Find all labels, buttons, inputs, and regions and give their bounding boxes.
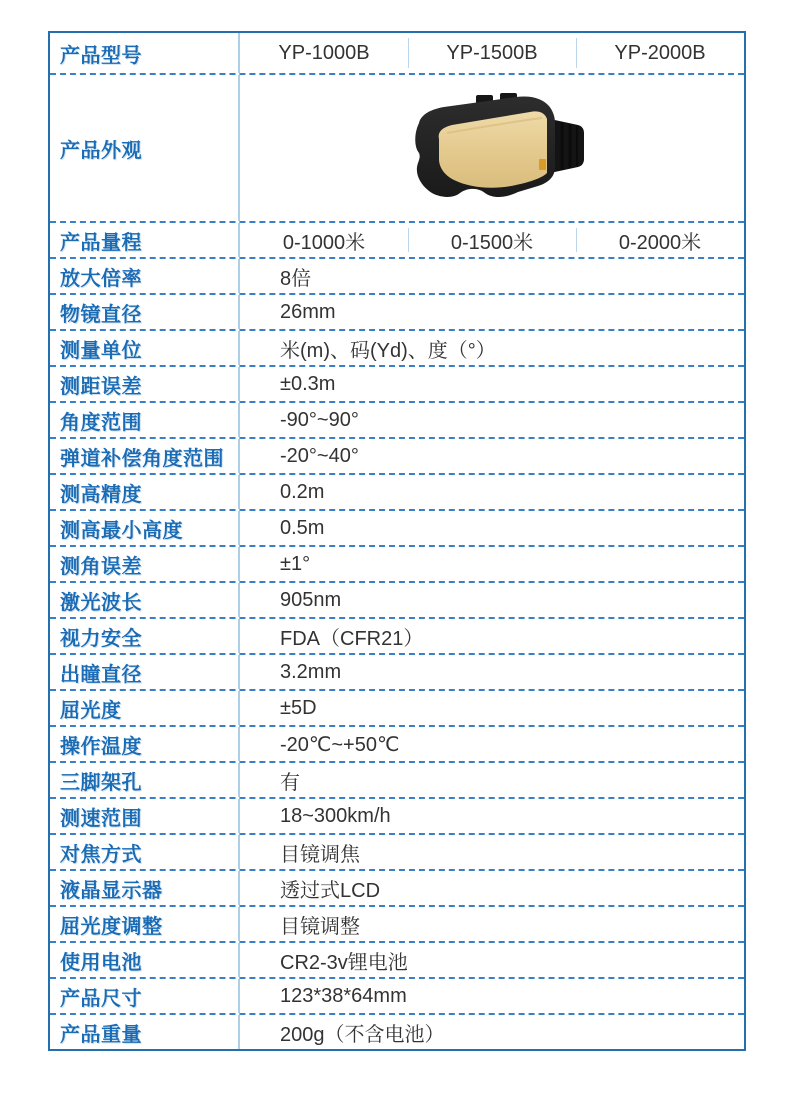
spec-label: 视力安全 [50, 619, 240, 653]
spec-label: 出瞳直径 [50, 655, 240, 689]
row-label-model: 产品型号 [50, 33, 240, 73]
model-name-2: YP-1500B [408, 33, 576, 73]
spec-value: 0.5m [280, 516, 325, 539]
spec-value: -90°~90° [280, 408, 359, 431]
spec-label: 角度范围 [50, 403, 240, 437]
spec-label: 激光波长 [50, 583, 240, 617]
table-row-weight [50, 1013, 744, 1049]
spec-value: 200g（不含电池） [280, 1023, 445, 1046]
spec-value: 3.2mm [280, 660, 342, 683]
table-row-lcd-display [50, 869, 744, 905]
spec-value: FDA（CFR21） [280, 627, 424, 650]
spec-value: ±5D [280, 696, 317, 719]
spec-label: 对焦方式 [50, 835, 240, 869]
spec-label: 测高精度 [50, 475, 240, 509]
table-row-battery [50, 941, 744, 977]
table-row-exit-pupil [50, 653, 744, 689]
row-label-appearance: 产品外观 [50, 75, 240, 221]
table-row-appearance [50, 73, 744, 221]
table-row-angle-range [50, 401, 744, 437]
model-name-3: YP-2000B [576, 33, 744, 73]
spec-label: 液晶显示器 [50, 871, 240, 905]
spec-label: 放大倍率 [50, 259, 240, 293]
spec-label: 弹道补偿角度范围 [50, 439, 240, 473]
table-row-diopter [50, 689, 744, 725]
spec-label: 操作温度 [50, 727, 240, 761]
table-row-magnification [50, 257, 744, 293]
spec-value: -20℃~+50℃ [280, 733, 400, 756]
spec-value: 18~300km/h [280, 804, 391, 827]
spec-value: 透过式LCD [280, 879, 381, 902]
spec-label: 屈光度调整 [50, 907, 240, 941]
spec-label: 测距误差 [50, 367, 240, 401]
table-row-focus-mode [50, 833, 744, 869]
product-spec-table [48, 31, 746, 1051]
spec-label: 测高最小高度 [50, 511, 240, 545]
spec-label: 产品尺寸 [50, 979, 240, 1013]
spec-value: 目镜调焦 [280, 843, 360, 866]
spec-value: 0.2m [280, 480, 325, 503]
spec-label: 测角误差 [50, 547, 240, 581]
product-image-cell [240, 75, 744, 221]
spec-label: 屈光度 [50, 691, 240, 725]
spec-value: 有 [280, 771, 300, 794]
table-row-eye-safety [50, 617, 744, 653]
spec-value: 目镜调整 [280, 915, 360, 938]
table-row-min-height [50, 509, 744, 545]
range-value-1: 0-1000米 [282, 231, 366, 254]
spec-label: 物镜直径 [50, 295, 240, 329]
spec-value: -20°~40° [280, 444, 359, 467]
table-row-laser-wavelength [50, 581, 744, 617]
table-row-diopter-adjust [50, 905, 744, 941]
table-row-operating-temp [50, 725, 744, 761]
spec-label: 测量单位 [50, 331, 240, 365]
spec-label: 使用电池 [50, 943, 240, 977]
model-name-1: YP-1000B [278, 41, 370, 64]
spec-value: 8倍 [280, 267, 312, 290]
spec-value: 26mm [280, 300, 336, 323]
spec-value: CR2-3v锂电池 [280, 951, 408, 974]
spec-label: 测速范围 [50, 799, 240, 833]
spec-value: ±0.3m [280, 372, 336, 395]
table-row-measure-units [50, 329, 744, 365]
table-row-speed-range [50, 797, 744, 833]
table-row-distance-error [50, 365, 744, 401]
spec-value: 米(m)、码(Yd)、度（°） [280, 339, 496, 362]
table-row-header [50, 33, 744, 73]
table-row-ballistic-angle-range [50, 437, 744, 473]
range-value-2: 0-1500米 [408, 223, 576, 257]
spec-label: 三脚架孔 [50, 763, 240, 797]
row-label-range: 产品量程 [50, 223, 240, 257]
spec-value: 905nm [280, 588, 342, 611]
spec-value: ±1° [280, 552, 311, 575]
table-row-tripod-hole [50, 761, 744, 797]
table-row-objective-diameter [50, 293, 744, 329]
table-row-range [50, 221, 744, 257]
range-value-3: 0-2000米 [576, 223, 744, 257]
table-row-height-accuracy [50, 473, 744, 509]
table-row-dimensions [50, 977, 744, 1013]
rangefinder-product-image [392, 87, 592, 209]
spec-value: 123*38*64mm [280, 984, 407, 1007]
spec-label: 产品重量 [50, 1015, 240, 1049]
table-row-angle-error [50, 545, 744, 581]
